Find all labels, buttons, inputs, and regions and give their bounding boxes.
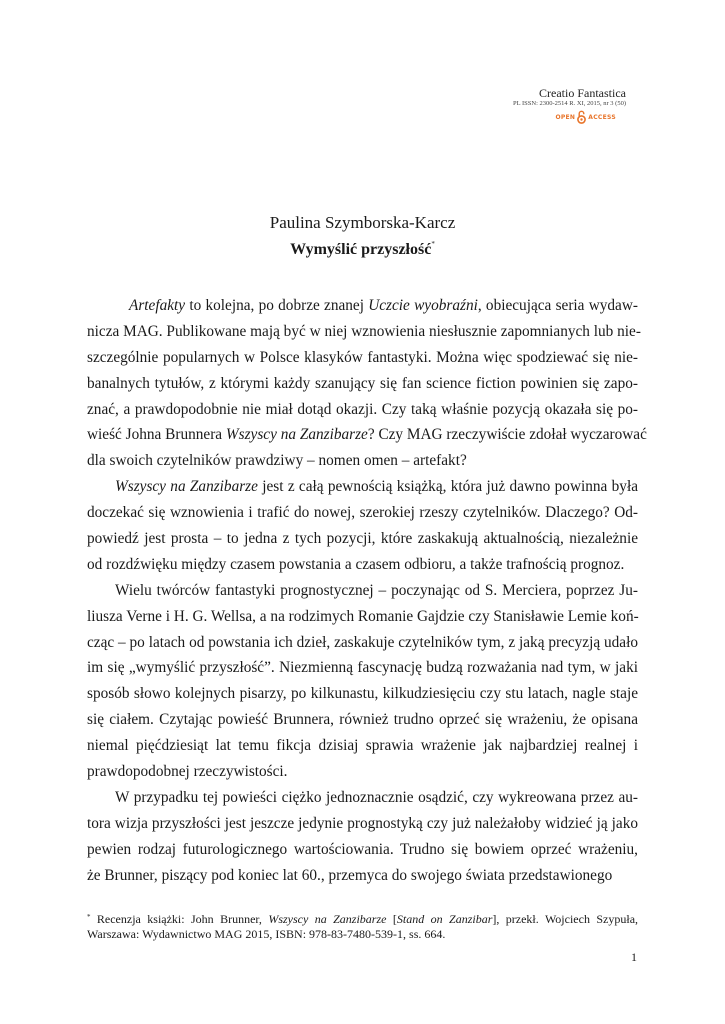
text-line: niemal pięćdziesiąt lat temu fikcja dzisiaj sprawia wrażenie jak najbardziej realnej i (87, 737, 638, 755)
text-line: się ciałem. Czytając powieść Brunnera, również trudno oprzeć się wrażeniu, że opisana (87, 711, 638, 729)
text-line: prawdopodobnej rzeczywistości. (87, 763, 288, 781)
journal-name: Creatio Fantastica (539, 86, 626, 100)
journal-issn: PL ISSN: 2300-2514 R. XI, 2015, nr 3 (50) (513, 100, 626, 107)
text-line: banalnych tytułów, z którymi każdy szanujący się fan science fiction powinien się zapo- (87, 374, 638, 392)
text-line: od rozdźwięku między czasem powstania a czasem odbioru, a także trafnością prognoz. (87, 555, 625, 573)
paragraph (87, 578, 638, 785)
text-line: W przypadku tej powieści ciężko jednoznacznie osądzić, czy wykreowana przez au- (115, 788, 638, 806)
text-line: tora wizja przyszłości jest jeszcze jedynie prognostyką czy już należałoby widzieć ją jako (87, 814, 638, 832)
text-line: że Brunner, piszący pod koniec lat 60., przemyca do swojego świata przedstawionego (87, 866, 613, 884)
paragraph (87, 785, 638, 889)
footnote-line: * Recenzja książki: John Brunner, Wszyscy na Zanzibarze [Stand on Zanzibar], przekł. Wojciech Szypuła, (87, 912, 639, 926)
text-line: Artefakty to kolejna, po dobrze znanej Uczcie wyobraźni, obiecująca seria wydaw- (129, 297, 638, 314)
paragraph (87, 474, 638, 578)
article-author: Paulina Szymborska-Karcz (269, 213, 456, 232)
text-line: im się „wymyślić przyszłość”. Niezmienną fascynację budzą rozważania nad tym, w jaki (87, 659, 638, 677)
text-line: sposób słowo kolejnych pisarzy, po kilkunastu, kilkudziesięciu czy stu latach, nagle staje (87, 685, 638, 703)
open-access-label-access: ACCESS (588, 113, 616, 121)
text-line: doczekać się wznowienia i trafić do nowej, szerokiej rzeszy czytelników. Dlaczego? Od- (87, 504, 638, 522)
footnote (87, 909, 638, 943)
article-body (87, 293, 647, 888)
text-line: szczególnie popularnych w Polsce klasyków fantastyki. Można więc spodziewać się nie- (87, 348, 638, 366)
text-line: pewien rodzaj futurologicznego wartościowania. Trudno się bowiem oprzeć wrażeniu, (87, 840, 638, 858)
page-number: 1 (631, 950, 637, 964)
text-line: powiedź jest prosta – to jedna z tych pozycji, które zaskakują aktualnością, niezależnie (87, 530, 638, 548)
text-line: cząc – po latach od powstania ich dzieł, zaskakuje czytelników tym, z jaką precyzją udało (87, 633, 638, 651)
open-access-label-open: OPEN (555, 113, 576, 121)
text-line: nicza MAG. Publikowane mają być w niej wznowienia niesłusznie zapomnianych lub nie- (87, 322, 641, 340)
title-footnote-mark: * (431, 240, 435, 248)
text-line: dla swoich czytelników prawdziwy – nomen omen – artefakt? (87, 452, 467, 470)
open-access-lock-icon (577, 110, 586, 124)
text-line: wieść Johna Brunnera Wszyscy na Zanzibarze? Czy MAG rzeczywiście zdołał wyczarować (87, 426, 647, 444)
text-line: znać, a prawdopodobnie nie miał dotąd okazji. Czy taką właśnie pozycją okazała się po- (87, 400, 638, 418)
footnote-line: Warszawa: Wydawnictwo MAG 2015, ISBN: 978-83-7480-539-1, ss. 664. (87, 927, 446, 941)
footnote-mark: * (87, 913, 91, 921)
article-title (0, 240, 725, 259)
text-line: liusza Verne i H. G. Wellsa, a na rodzimych Romanie Gajdzie czy Stanisławie Lemie koń- (87, 607, 639, 625)
open-access-badge (555, 110, 616, 124)
article-title-text: Wymyślić przyszłość (290, 241, 432, 258)
text-line: Wielu twórców fantastyki prognostycznej – poczynając od S. Merciera, poprzez Ju- (115, 581, 638, 599)
text-line: Wszyscy na Zanzibarze jest z całą pewnością książką, która już dawno powinna była (115, 478, 638, 496)
paragraph (87, 293, 647, 474)
